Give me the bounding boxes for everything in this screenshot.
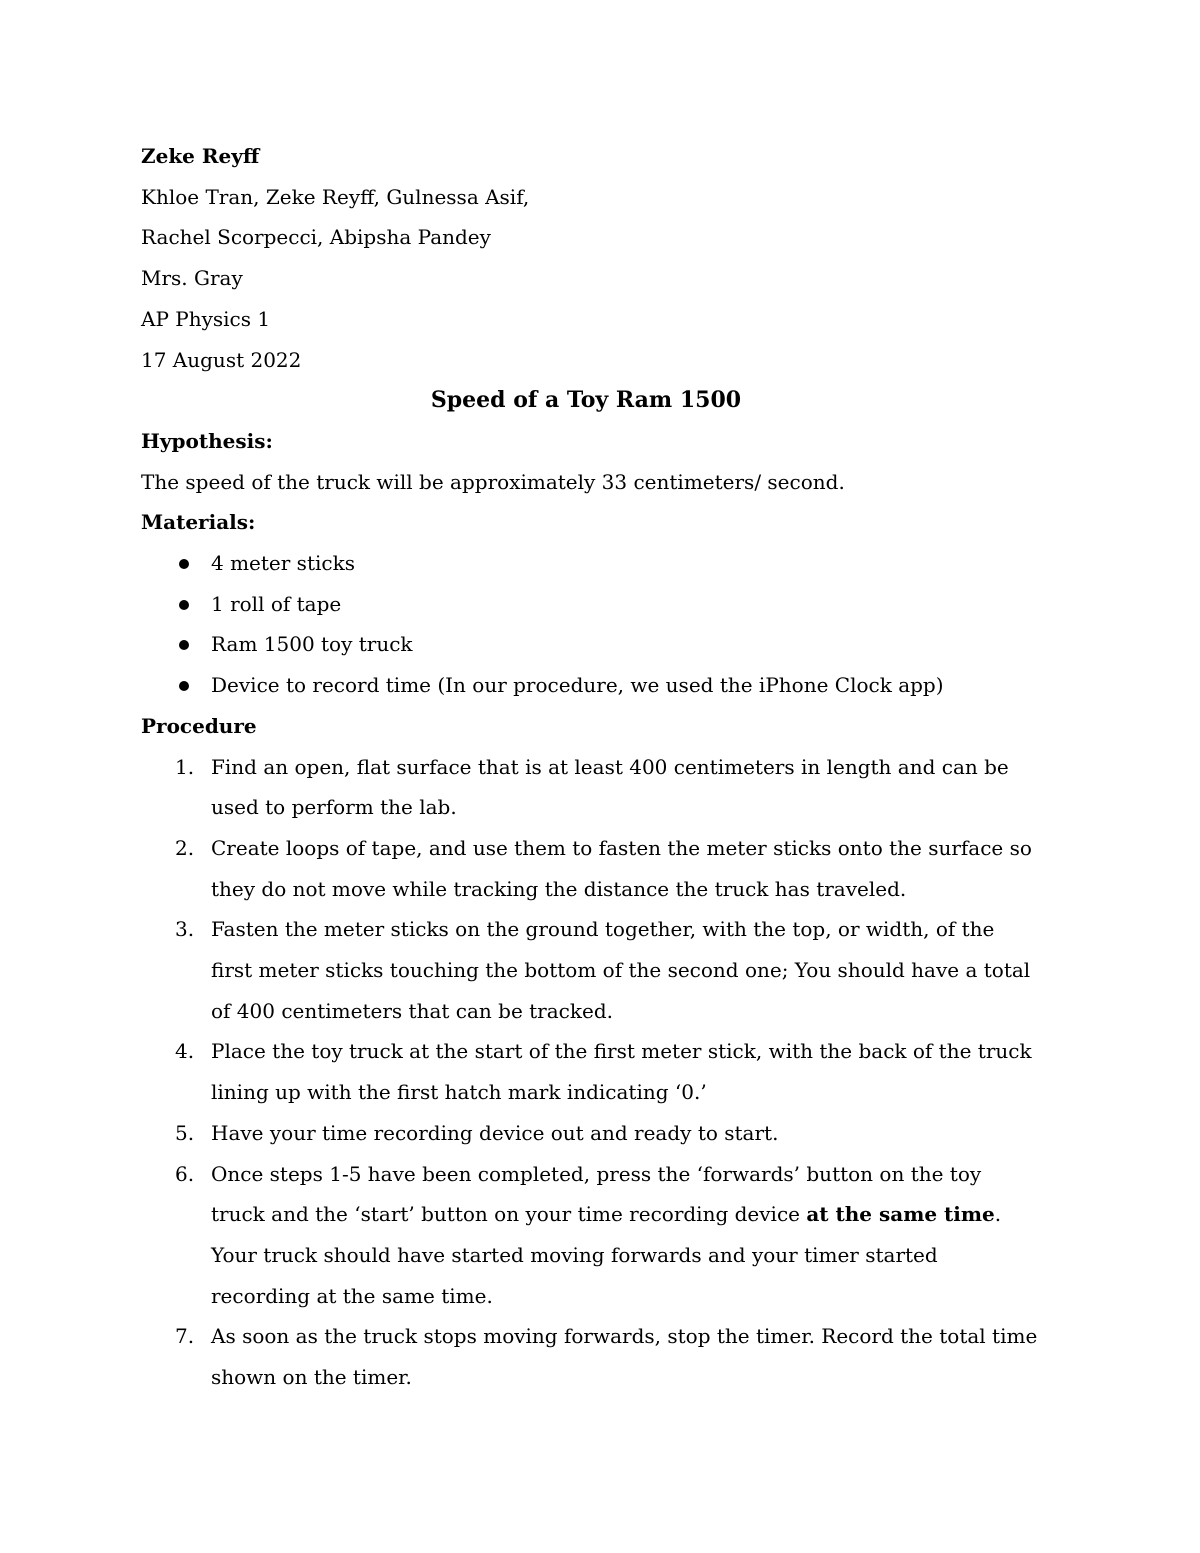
material-text: Ram 1500 toy truck	[211, 632, 413, 657]
step-text: Create loops of tape, and use them to fasten the meter sticks onto the surface so they do not move while tracking the distance the truck has traveled.	[211, 835, 1032, 901]
step-text: Fasten the meter sticks on the ground together, with the top, or width, of the first meter sticks touching the bottom of the second one; You should have a total of 400 centimeters that can be tracked.	[211, 917, 1031, 1023]
step-number: 7.	[175, 1324, 195, 1349]
materials-list	[141, 543, 1061, 706]
group-members-line-1: Khloe Tran, Zeke Reyff, Gulnessa Asif,	[141, 184, 530, 209]
material-text: Device to record time (In our procedure, we used the iPhone Clock app)	[211, 673, 944, 698]
bullet-icon	[179, 559, 189, 569]
step-text-before: Once steps 1-5 have been completed, press the ‘forwards’ button on the toy truck and the ‘start’ button on your time recording device	[211, 1161, 982, 1227]
hypothesis-text: The speed of the truck will be approximately 33 centimeters/ second.	[141, 469, 845, 494]
step-text: Have your time recording device out and ready to start.	[211, 1120, 779, 1145]
step-number: 2.	[175, 835, 195, 860]
hypothesis-heading: Hypothesis:	[141, 428, 273, 453]
procedure-step	[141, 1113, 1061, 1154]
step-text: Find an open, flat surface that is at least 400 centimeters in length and can be used to perform the lab.	[211, 754, 1009, 820]
step-number: 5.	[175, 1120, 195, 1145]
procedure-step	[141, 747, 1061, 828]
procedure-step	[141, 1154, 1061, 1317]
bullet-icon	[179, 600, 189, 610]
step-text: Place the toy truck at the start of the first meter stick, with the back of the truck lining up with the first hatch mark indicating ‘0.’	[211, 1039, 1032, 1105]
teacher-name: Mrs. Gray	[141, 266, 243, 291]
material-text: 4 meter sticks	[211, 551, 355, 576]
group-members-line-2: Rachel Scorpecci, Abipsha Pandey	[141, 225, 491, 250]
course-name: AP Physics 1	[141, 306, 271, 331]
student-name: Zeke Reyff	[141, 144, 260, 168]
list-item	[141, 543, 1061, 584]
bullet-icon	[179, 681, 189, 691]
bullet-icon	[179, 640, 189, 650]
step-number: 4.	[175, 1039, 195, 1064]
list-item	[141, 624, 1061, 665]
materials-heading: Materials:	[141, 510, 256, 535]
procedure-list	[141, 747, 1061, 1398]
step-number: 3.	[175, 917, 195, 942]
step-number: 1.	[175, 754, 195, 779]
procedure-step	[141, 909, 1061, 1031]
procedure-step	[141, 828, 1061, 909]
step-emphasis: at the same time	[806, 1202, 995, 1227]
list-item	[141, 665, 1061, 706]
document-title: Speed of a Toy Ram 1500	[430, 387, 742, 414]
list-item	[141, 584, 1061, 625]
step-text-after: . Your truck should have started moving forwards and your timer started recording at the same time.	[211, 1202, 1002, 1308]
procedure-step	[141, 1031, 1061, 1112]
procedure-heading: Procedure	[141, 713, 257, 738]
material-text: 1 roll of tape	[211, 591, 342, 616]
step-number: 6.	[175, 1161, 195, 1186]
procedure-step	[141, 1316, 1061, 1397]
document-page	[141, 136, 1061, 1398]
document-date: 17 August 2022	[141, 347, 302, 372]
step-text: As soon as the truck stops moving forwards, stop the timer. Record the total time shown on the timer.	[211, 1324, 1038, 1390]
